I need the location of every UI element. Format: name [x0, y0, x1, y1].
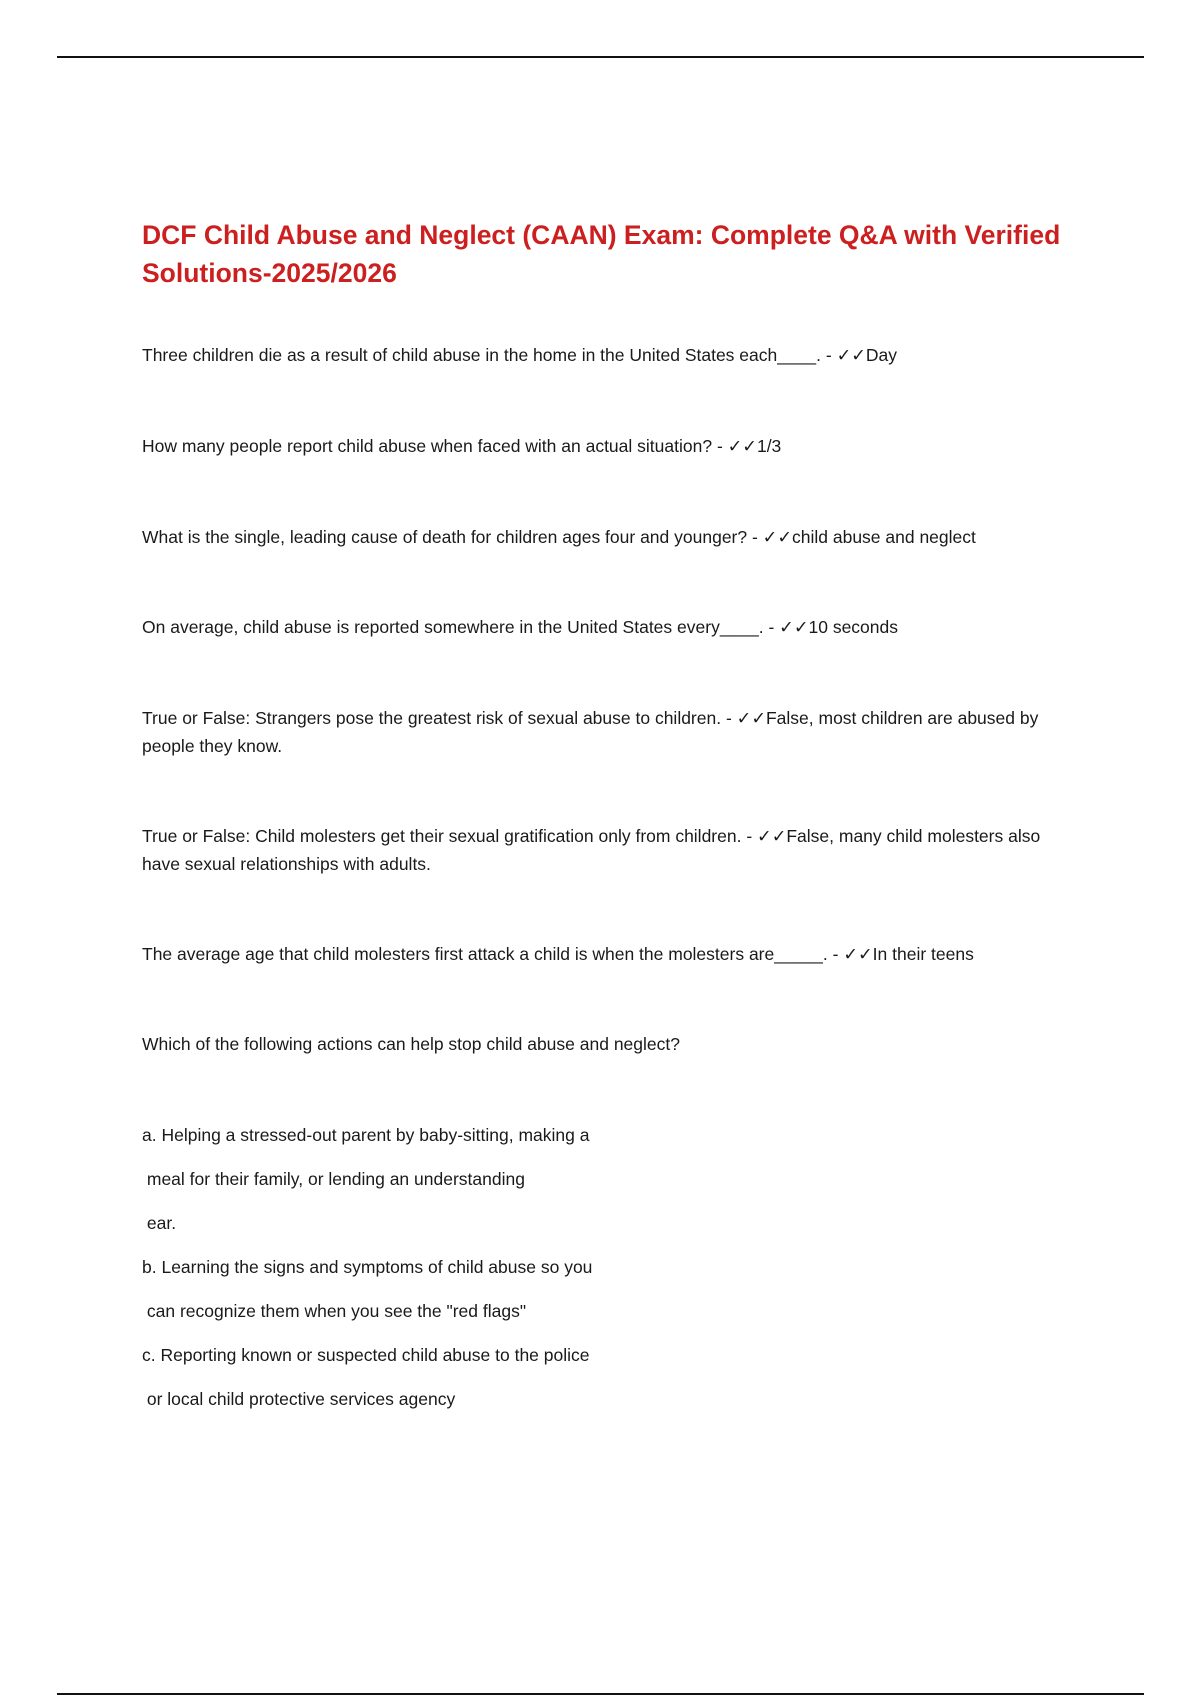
question-text: On average, child abuse is reported somewhere in the United States every____.: [142, 617, 764, 637]
qa-list: [142, 341, 1082, 1058]
answer-text: ✓✓Day: [836, 345, 898, 365]
document-title: DCF Child Abuse and Neglect (CAAN) Exam: Complete Q&A with Verified Solutions-2025/2026: [142, 220, 1061, 288]
bottom-rule: [57, 1693, 1144, 1695]
answer-choices: [142, 1121, 1082, 1413]
choice-line: meal for their family, or lending an understanding: [142, 1169, 525, 1189]
question-text: Which of the following actions can help stop child abuse and neglect?: [142, 1034, 680, 1054]
multiple-choice-question: [142, 1030, 1082, 1058]
question-text: How many people report child abuse when faced with an actual situation?: [142, 436, 713, 456]
qa-item: [142, 822, 1082, 878]
choice-line: ear.: [142, 1213, 177, 1233]
qa-separator: -: [827, 944, 844, 964]
question-text: The average age that child molesters first attack a child is when the molesters are_____.: [142, 944, 828, 964]
qa-separator: -: [712, 436, 728, 456]
qa-separator: -: [747, 527, 763, 547]
question-text: Three children die as a result of child abuse in the home in the United States each____.: [142, 345, 822, 365]
qa-item: [142, 940, 1082, 968]
question-text: True or False: Child molesters get their sexual gratification only from children.: [142, 826, 742, 846]
top-rule: [57, 56, 1144, 58]
choice-line: c. Reporting known or suspected child abuse to the police: [142, 1345, 590, 1365]
qa-item: [142, 432, 1082, 460]
qa-separator: -: [741, 826, 758, 846]
qa-item: [142, 704, 1082, 760]
answer-text: ✓✓False, many child molesters also have sexual relationships with adults.: [142, 826, 1041, 874]
choice-line: or local child protective services agency: [142, 1389, 456, 1409]
choice-line: a. Helping a stressed-out parent by baby-sitting, making a: [142, 1125, 590, 1145]
answer-text: ✓✓child abuse and neglect: [762, 527, 976, 547]
choice-line: b. Learning the signs and symptoms of child abuse so you: [142, 1257, 593, 1277]
qa-separator: -: [821, 345, 837, 365]
qa-separator: -: [763, 617, 780, 637]
qa-item: [142, 523, 1082, 551]
qa-separator: -: [721, 708, 737, 728]
answer-text: ✓✓1/3: [727, 436, 782, 456]
document-page: [142, 216, 1082, 1429]
question-text: What is the single, leading cause of death for children ages four and younger?: [142, 527, 748, 547]
qa-item: [142, 341, 1082, 369]
question-text: True or False: Strangers pose the greatest risk of sexual abuse to children.: [142, 708, 722, 728]
qa-item: [142, 613, 1082, 641]
choice-line: can recognize them when you see the "red flags": [142, 1301, 527, 1321]
answer-text: ✓✓False, most children are abused by people they know.: [142, 708, 1039, 756]
answer-text: ✓✓10 seconds: [779, 617, 899, 637]
answer-text: ✓✓In their teens: [843, 944, 974, 964]
